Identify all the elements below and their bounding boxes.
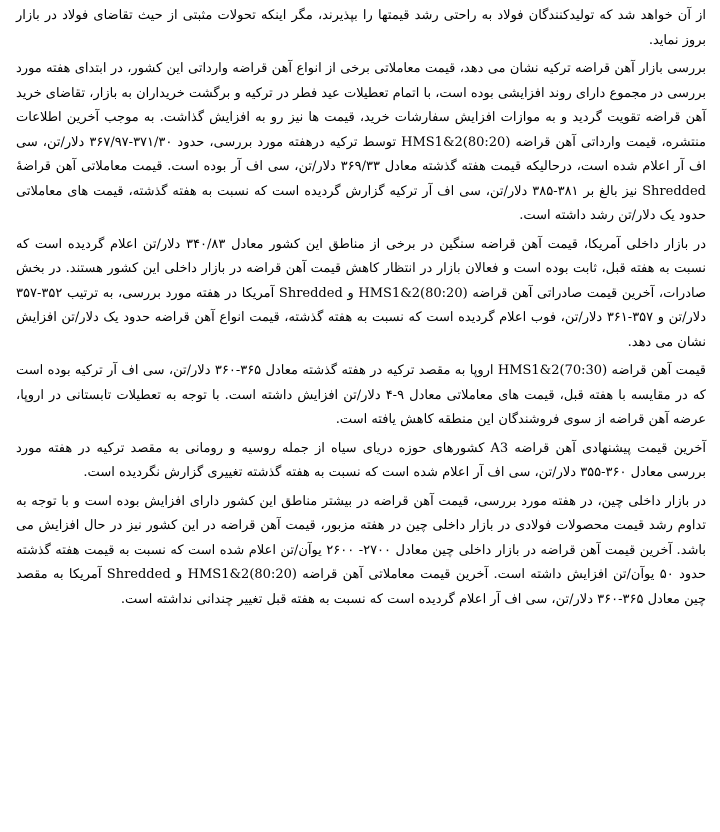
paragraph-china-scrap-market: در بازار داخلی چین، در هفته مورد بررسی، قیمت آهن قراضه در بیشتر مناطق این کشور دارای افزایش بوده است و با توجه به تداوم رشد قیمت محصولات فولادی در بازار داخلی چین در هفته مزبور، قیمت آهن قراضه در این کشور نیز در حال افزایش می باشد. آخرین قیمت آهن قراضه در بازار داخلی چین معادل ۲۷۰۰- ۲۶۰۰ یوآن/تن اعلام شده است که نسبت به قیمت هفته گذشته حدود ۵۰ یوآن/تن افزایش داشته است. آخرین قیمت معاملاتی آهن قراضه HMS1&2(80:20) و Shredded آمریکا به مقصد چین معادل ۳۶۵-۳۶۰ دلار/تن، سی اف آر اعلام گردیده است که نسبت به هفته قبل تغییر چندانی نداشته است.	[16, 493, 706, 607]
paragraph-europe-scrap-price: قیمت آهن قراضه HMS1&2(70:30) اروپا به مقصد ترکیه در هفته گذشته معادل ۳۶۵-۳۶۰ دلار/تن، سی اف آر ترکیه بوده است که در مقایسه با هفته قبل، قیمت های معاملاتی معادل ۹-۴ دلار/تن افزایش داشته است. با توجه به تعطیلات تابستانی در اروپا، عرضه آهن قراضه از سوی فروشندگان این منطقه کاهش یافته است.	[16, 363, 707, 427]
paragraph-usa-scrap-market: در بازار داخلی آمریکا، قیمت آهن قراضه سنگین در برخی از مناطق این کشور معادل ۳۴۰/۸۳ دلار/تن اعلام گردیده است که نسبت به هفته قبل، ثابت بوده است و فعالان بازار در انتظار کاهش قیمت آهن قراضه در بازار داخلی این کشور هستند. در بخش صادرات، آخرین قیمت صادراتی آهن قراضه HMS1&2(80:20) و Shredded آمریکا در هفته مورد بررسی، به ترتیب ۳۵۲-۳۵۷ دلار/تن و ۳۵۷-۳۶۱ دلار/تن، فوب اعلام گردیده است که نسبت به هفته گذشته، قیمت انواع آهن قراضه حدود یک دلار/تن افزایش نشان می دهد.	[16, 236, 707, 350]
paragraph-turkey-scrap-market: بررسی بازار آهن قراضه ترکیه نشان می دهد، قیمت معاملاتی برخی از انواع آهن قراضه وارداتی این کشور، در ابتدای هفته مورد بررسی در مجموع دارای روند افزایشی بوده است، با اتمام تعطیلات عید فطر در ترکیه و برگشت خریداران به بازار، تقاضای خرید آهن قراضه تقویت گردید و به موازات افزایش سفارشات خرید، قیمت ها نیز رو به افزایش گذاشت. به موجب آخرین اطلاعات منتشره، قیمت وارداتی آهن قراضه HMS1&2(80:20) توسط ترکیه درهفته مورد بررسی، حدود ۳۷۱/۳۰-۳۶۷/۹۷ دلار/تن، سی اف آر اعلام شده است، درحالیکه قیمت هفته گذشته معادل ۳۶۹/۳۳ دلار/تن، سی اف آر بوده است. قیمت معاملاتی آهن قراضهٔ Shredded نیز بالغ بر ۳۸۱-۳۸۵ دلار/تن، سی اف آر ترکیه گزارش گردیده است که نسبت به هفته گذشته، قیمت های معاملاتی حدود یک دلار/تن رشد داشته است.	[16, 61, 707, 223]
paragraph-black-sea-scrap-price: آخرین قیمت پیشنهادی آهن قراضه A3 کشورهای حوزه دریای سیاه از جمله روسیه و رومانی به مقصد ترکیه در هفته مورد بررسی معادل ۳۶۰-۳۵۵ دلار/تن، سی اف آر اعلام شده است که نسبت به هفته گذشته تغییری گزارش نگردیده است.	[16, 440, 706, 480]
paragraph-intro-continuation: از آن خواهد شد که تولیدکنندگان فولاد به راحتی رشد قیمتها را بپذیرند، مگر اینکه تحولات مثبتی از حیث تقاضای فولاد در بازار بروز نماید.	[16, 8, 706, 48]
